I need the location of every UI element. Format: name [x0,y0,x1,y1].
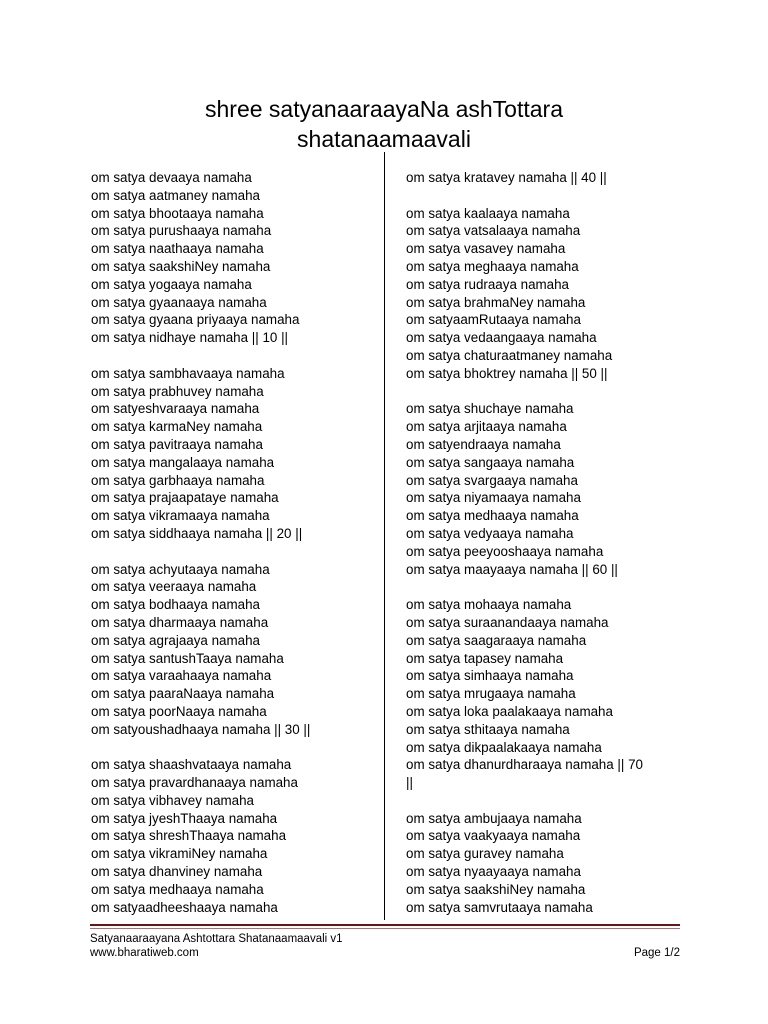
mantra-line: om satya vatsalaaya namaha [406,223,581,239]
mantra-line: om satya loka paalakaaya namaha [406,703,613,719]
mantra-line: om satya vedyaaya namaha [406,525,574,541]
mantra-line: om satya vikramaaya namaha [91,508,270,524]
mantra-line: om satya nidhaye namaha || 10 || [91,330,289,346]
footer-document-name: Satyanaaraayana Ashtottara Shatanaamaavali v1 [90,933,343,945]
mantra-line: om satya bhootaaya namaha [91,205,264,221]
blank-line [91,543,310,561]
mantra-line: om satyaamRutaaya namaha [406,312,581,328]
mantra-line: om satya nyaayaaya namaha [406,864,581,880]
mantra-line: om satya kratavey namaha || 40 || [406,170,607,185]
mantra-line: om satya chaturaatmaney namaha [406,347,613,363]
blank-line [406,383,643,401]
mantra-line: om satya vedaangaaya namaha [406,330,597,346]
mantra-line: om satya brahmaNey namaha [406,294,586,310]
mantra-line: om satya mangalaaya namaha [91,454,275,470]
blank-line [91,347,310,365]
mantra-line: om satya gyaanaaya namaha [91,294,267,310]
blank-line [406,792,643,810]
mantra-line: om satya saagaraaya namaha [406,632,587,648]
mantra-line: om satya sangaaya namaha [406,454,575,470]
right-column [406,169,643,916]
mantra-line: om satya dhanviney namaha [91,864,263,880]
footer-rule-secondary [90,928,680,929]
mantra-line: om satya vaakyaaya namaha [406,828,581,844]
mantra-line: om satya tapasey namaha [406,650,564,666]
mantra-line: om satya simhaaya namaha [406,668,574,684]
mantra-line: om satya varaahaaya namaha [91,668,272,684]
mantra-line: om satya kaalaaya namaha [406,205,570,221]
mantra-line: om satya aatmaney namaha [91,187,260,203]
mantra-line: om satya purushaaya namaha [91,223,272,239]
mantra-line: om satya suraanandaaya namaha [406,614,609,630]
mantra-line: om satya ambujaaya namaha [406,810,582,826]
mantra-line: || [406,775,413,791]
blank-line [91,739,310,757]
mantra-line: om satya bhoktrey namaha || 50 || [406,365,608,381]
column-divider [384,152,385,920]
mantra-line: om satya shaashvataaya namaha [91,757,292,773]
mantra-line: om satya peeyooshaaya namaha [406,543,604,559]
mantra-line: om satya prabhuvey namaha [91,383,264,399]
mantra-line: om satya devaaya namaha [91,170,252,185]
mantra-line: om satyoushadhaaya namaha || 30 || [91,721,311,737]
mantra-line: om satya santushTaaya namaha [91,650,284,666]
mantra-line: om satya bodhaaya namaha [91,597,260,613]
footer-rule [90,924,680,926]
mantra-line: om satya veeraaya namaha [91,579,257,595]
mantra-line: om satya mohaaya namaha [406,597,572,613]
mantra-line: om satya agrajaaya namaha [91,632,260,648]
mantra-line: om satya meghaaya namaha [406,258,579,274]
mantra-line: om satya siddhaaya namaha || 20 || [91,525,303,541]
mantra-line: om satya vikramiNey namaha [91,846,268,862]
mantra-line: om satya svargaaya namaha [406,472,578,488]
mantra-line: om satya naathaaya namaha [91,241,264,257]
mantra-line: om satya jyeshThaaya namaha [91,810,278,826]
mantra-line: om satya yogaaya namaha [91,276,252,292]
mantra-line: om satya dhanurdharaaya namaha || 70 [406,757,643,773]
mantra-line: om satya achyutaaya namaha [91,561,270,577]
mantra-line: om satya medhaaya namaha [91,881,264,897]
mantra-line: om satyendraaya namaha [406,436,561,452]
mantra-line: om satya prajaapataye namaha [91,490,279,506]
mantra-line: om satya saakshiNey namaha [406,881,586,897]
mantra-line: om satya shreshThaaya namaha [91,828,287,844]
page-title-line-1: shree satyanaaraayaNa ashTottara [205,96,563,122]
page-title-line-2: shatanaamaavali [297,126,471,152]
mantra-line: om satya sambhavaaya namaha [91,365,285,381]
mantra-line: om satya sthitaaya namaha [406,721,570,737]
mantra-line: om satya pravardhanaaya namaha [91,775,298,791]
mantra-line: om satya shuchaye namaha [406,401,574,417]
mantra-line: om satya vasavey namaha [406,241,566,257]
mantra-line: om satya vibhavey namaha [91,792,255,808]
blank-line [406,578,643,596]
mantra-line: om satya gyaana priyaaya namaha [91,312,300,328]
mantra-line: om satya rudraaya namaha [406,276,570,292]
mantra-line: om satya niyamaaya namaha [406,490,581,506]
mantra-line: om satya saakshiNey namaha [91,258,271,274]
mantra-line: om satya guravey namaha [406,846,564,862]
left-column [91,169,310,916]
mantra-line: om satya arjitaaya namaha [406,419,567,435]
mantra-line: om satya medhaaya namaha [406,508,579,524]
mantra-line: om satya paaraNaaya namaha [91,686,275,702]
mantra-line: om satya maayaaya namaha || 60 || [406,561,618,577]
mantra-line: om satya pavitraaya namaha [91,436,263,452]
mantra-line: om satya dikpaalakaaya namaha [406,739,602,755]
mantra-line: om satya dharmaaya namaha [91,614,269,630]
mantra-line: om satya karmaNey namaha [91,419,263,435]
mantra-line: om satyaadheeshaaya namaha [91,899,278,915]
mantra-line: om satyeshvaraaya namaha [91,401,260,417]
footer-page-number: Page 1/2 [633,947,680,959]
mantra-line: om satya garbhaaya namaha [91,472,265,488]
blank-line [406,187,643,205]
mantra-line: om satya mrugaaya namaha [406,686,576,702]
mantra-line: om satya poorNaaya namaha [91,703,267,719]
footer-website-link[interactable]: www.bharatiweb.com [90,947,199,959]
mantra-line: om satya samvrutaaya namaha [406,899,593,915]
